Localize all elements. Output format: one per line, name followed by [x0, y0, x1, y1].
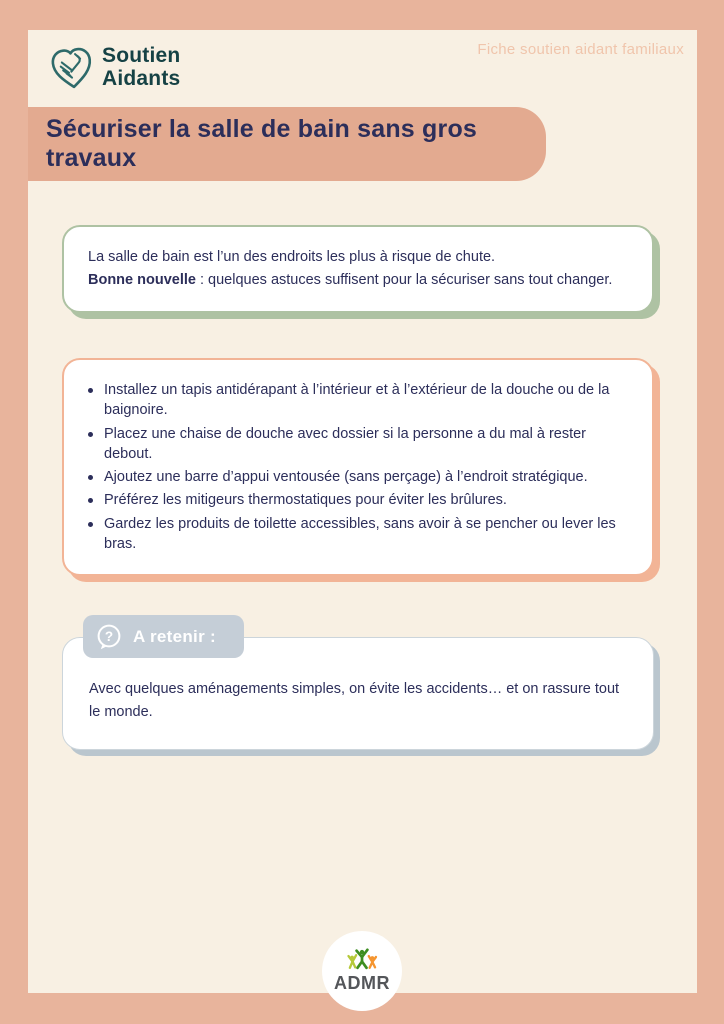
doc-type-label: Fiche soutien aidant familiaux: [477, 41, 684, 58]
brand-name: [102, 45, 180, 90]
intro-highlight: Bonne nouvelle: [88, 271, 196, 288]
admr-logo-text: ADMR: [334, 973, 390, 993]
tip-item: Préférez les mitigeurs thermostatiques pour éviter les brûlures.: [86, 490, 628, 510]
key-takeaway-text: Avec quelques aménagements simples, on évite les accidents… et on rassure tout le monde.: [89, 681, 620, 721]
key-takeaway-badge: [83, 615, 244, 658]
tip-item: Installez un tapis antidérapant à l’intérieur et à l’extérieur de la douche ou de la baignoire.: [86, 380, 628, 421]
page-title: Sécuriser la salle de bain sans gros travaux: [46, 114, 478, 172]
title-banner: [28, 107, 546, 181]
tip-item: Gardez les produits de toilette accessibles, sans avoir à se pencher ou lever les bras.: [86, 514, 628, 555]
brand-logo: [48, 42, 180, 94]
heart-handshake-icon: [48, 42, 96, 94]
intro-card: [62, 225, 654, 313]
tips-list: [86, 380, 628, 554]
intro-text: [88, 246, 628, 292]
question-bubble-icon: [95, 623, 123, 651]
tips-card: [62, 358, 654, 576]
admr-figures-icon: [341, 948, 383, 975]
admr-logo: [322, 931, 402, 1011]
svg-text:?: ?: [104, 628, 114, 644]
intro-line1: La salle de bain est l’un des endroits les plus à risque de chute.: [88, 249, 496, 265]
tip-item: Placez une chaise de douche avec dossier si la personne a du mal à rester debout.: [86, 424, 628, 465]
brand-line1: Soutien: [102, 44, 181, 68]
tip-item: Ajoutez une barre d’appui ventousée (sans perçage) à l’endroit stratégique.: [86, 467, 628, 487]
badge-label: A retenir :: [133, 626, 216, 646]
brand-line2: Aidants: [102, 67, 181, 90]
intro-line2: : quelques astuces suffisent pour la sécuriser sans tout changer.: [195, 271, 613, 288]
